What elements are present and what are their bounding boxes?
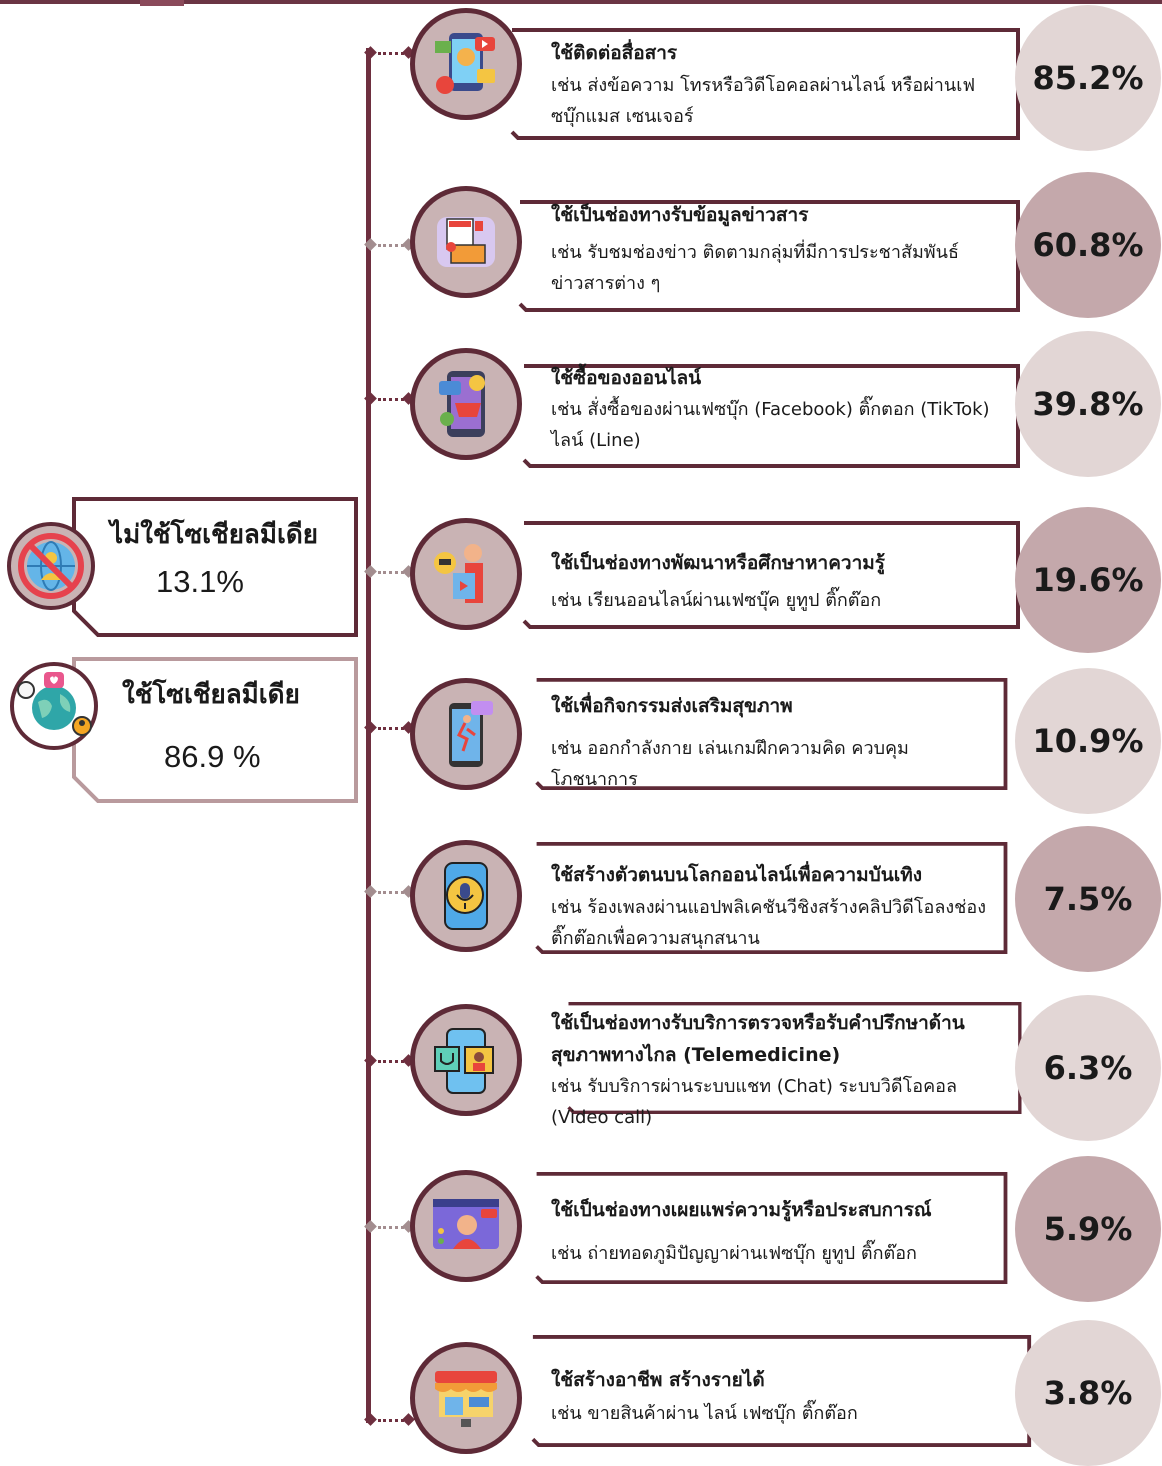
connector [366,1055,416,1069]
summary-non-users [72,497,358,637]
connector-diamond [364,392,377,405]
social-globe-icon [10,662,98,750]
icon-badge [410,518,522,630]
connector [366,1414,416,1428]
percentage-circle [1015,507,1161,653]
item-title-line2: สุขภาพทางไกล (Telemedicine) [551,1044,841,1066]
connector-diamond [364,46,377,59]
connector-dots [378,571,404,574]
icon-badge [410,1170,522,1282]
connector-diamond [364,565,377,578]
item-description: เช่น ส่งข้อความ โทรหรือวิดีโอคอลผ่านไลน์ หรือผ่านเฟซบุ๊กแมส เซนเจอร์ [551,75,976,127]
percentage-circle [1015,668,1161,814]
telemedicine-icon [431,1025,501,1095]
non-users-value: 13.1% [156,564,244,599]
no-globe-icon [7,522,95,610]
online-shop-icon [431,1363,501,1433]
percentage-circle [1015,995,1161,1141]
online-learning-icon [431,539,501,609]
item-description: เช่น รับบริการผ่านระบบแชท (Chat) ระบบวิดีโอคอล [551,1076,957,1097]
item-description: เช่น ถ่ายทอดภูมิปัญญาผ่านเฟซบุ๊ก ยูทูป ติ๊กต๊อก [551,1243,917,1264]
shopping-cart-icon [431,369,501,439]
item-description: เช่น ร้องเพลงผ่านแอปพลิเคชันวีชิงสร้างคลิปวิดีโอลงช่องติ๊กต๊อกเพื่อความสนุกสนาน [551,897,986,949]
item-title: ใช้เพื่อกิจกรรมส่งเสริมสุขภาพ [551,695,793,717]
connector-diamond [364,1220,377,1233]
percentage-circle [1015,1320,1161,1466]
percentage-value: 5.9% [1043,1210,1133,1248]
icon-badge [410,1004,522,1116]
percentage-value: 19.6% [1032,561,1144,599]
item-title: ใช้สร้างอาชีพ สร้างรายได้ [551,1369,765,1391]
item-description: เช่น ออกกำลังกาย เล่นเกมฝึกความคิด ควบคุมโภชนาการ [551,738,909,790]
icon-badge [410,348,522,460]
connector [366,886,416,900]
connector [366,1221,416,1235]
connector [366,393,416,407]
users-title: ใช้โซเชียลมีเดีย [122,680,300,710]
connector [366,722,416,736]
item-title: ใช้เป็นช่องทางรับข้อมูลข่าวสาร [551,204,809,226]
communication-icon [431,29,501,99]
percentage-value: 39.8% [1032,385,1144,423]
connector-dots [378,1060,404,1063]
item-description-line2: (Video call) [551,1107,653,1128]
percentage-value: 3.8% [1043,1374,1133,1412]
connector-diamond [364,721,377,734]
item-title: ใช้เป็นช่องทางเผยแพร่ความรู้หรือประสบการณ์ [551,1199,932,1221]
connector-dots [378,244,404,247]
summary-users [72,657,358,797]
item-title: ใช้ติดต่อสื่อสาร [551,42,678,64]
connector [366,566,416,580]
connector-diamond [364,1054,377,1067]
percentage-circle [1015,1156,1161,1302]
icon-badge [410,8,522,120]
connector-dots [378,398,404,401]
percentage-circle [1015,331,1161,477]
fitness-app-icon [431,699,501,769]
percentage-value: 6.3% [1043,1049,1133,1087]
item-description: เช่น เรียนออนไลน์ผ่านเฟซบุ๊ค ยูทูป ติ๊กต๊อก [551,590,882,611]
connector [366,47,416,61]
icon-badge [410,840,522,952]
item-title: ใช้เป็นช่องทางพัฒนาหรือศึกษาหาความรู้ [551,552,885,574]
percentage-circle [1015,826,1161,972]
microphone-phone-icon [431,861,501,931]
percentage-circle [1015,5,1161,151]
connector-dots [378,52,404,55]
icon-badge [410,1342,522,1454]
connector-diamond [364,1413,377,1426]
percentage-value: 85.2% [1032,59,1144,97]
connector-dots [378,1419,404,1422]
connector-diamond [364,238,377,251]
item-description: เช่น ขายสินค้าผ่าน ไลน์ เฟซบุ๊ก ติ๊กต๊อก [551,1403,858,1424]
percentage-value: 7.5% [1043,880,1133,918]
percentage-circle [1015,172,1161,318]
item-description: เช่น สั่งซื้อของผ่านเฟซบุ๊ก (Facebook) ติ๊กตอก (TikTok) ไลน์ (Line) [551,399,990,451]
connector-diamond [364,885,377,898]
connector [366,239,416,253]
connector-dots [378,1226,404,1229]
connector-dots [378,727,404,730]
percentage-value: 60.8% [1032,226,1144,264]
top-border-tab [140,0,184,6]
percentage-value: 10.9% [1032,722,1144,760]
item-description: เช่น รับชมช่องข่าว ติดตามกลุ่มที่มีการประชาสัมพันธ์ข่าวสารต่าง ๆ [551,242,959,294]
live-stream-icon [431,1191,501,1261]
item-title: ใช้สร้างตัวตนบนโลกออนไลน์เพื่อความบันเทิง [551,864,923,886]
connector-dots [378,891,404,894]
item-title: ใช้เป็นช่องทางรับบริการตรวจหรือรับคำปรึกษาด้าน [551,1012,965,1034]
icon-badge [410,186,522,298]
users-value: 86.9 % [164,739,261,774]
non-users-title: ไม่ใช้โซเชียลมีเดีย [110,520,319,550]
item-title: ใช้ซื้อของออนไลน์ [551,367,702,389]
news-icon [431,207,501,277]
icon-badge [410,678,522,790]
